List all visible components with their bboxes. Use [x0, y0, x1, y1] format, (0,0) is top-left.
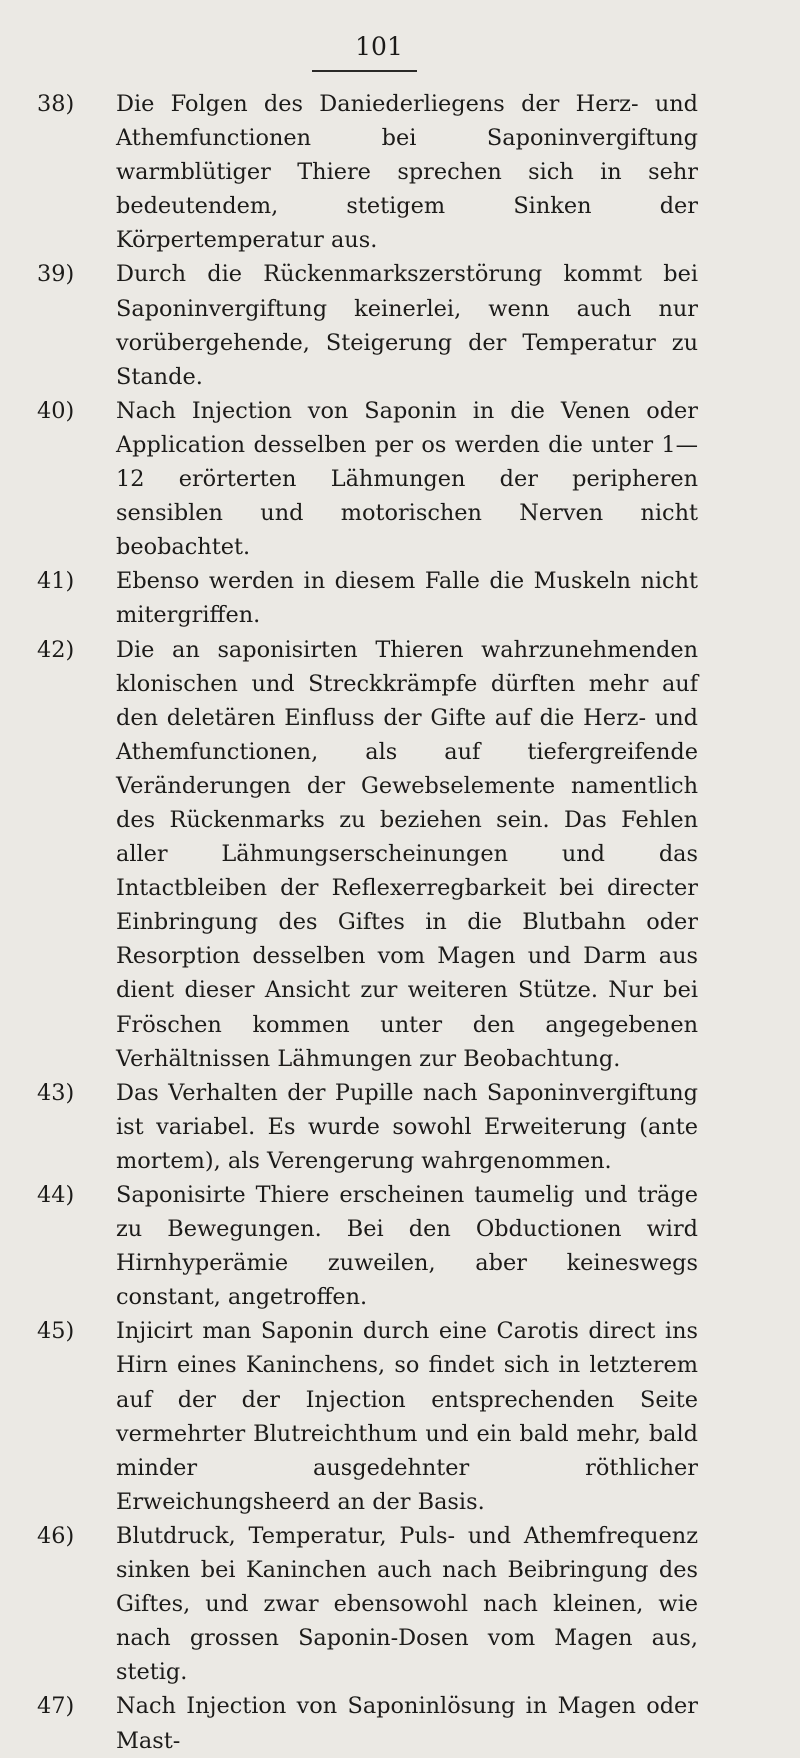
entry-42 [0, 633, 698, 1076]
entry-number: 46) [37, 1522, 75, 1549]
entry-number: 42) [37, 636, 75, 663]
entry-41 [0, 564, 698, 632]
entry-47 [0, 1689, 698, 1757]
entry-text: Die an saponisirten Thieren wahrzunehmenden klonischen und Streckkrämpfe dürften mehr auf den deletären Einfluss der Gifte auf die Herz- und Athemfunctionen, als auf tiefergreifende Veränderungen der Gewebselemente namentlich des Rückenmarks zu beziehen sein. Das Fehlen aller Lähmungserscheinungen und das Intactbleiben der Reflexerregbarkeit bei directer Einbringung des Giftes in die Blutbahn oder Resorption desselben vom Magen und Darm aus dient dieser Ansicht zur weiteren Stütze. Nur bei Fröschen kommen unter den angegebenen Verhältnissen Lähmungen zur Beobachtung. [116, 636, 698, 1072]
entry-number: 47) [37, 1693, 75, 1720]
header-rule [312, 70, 417, 72]
entry-text: Das Verhalten der Pupille nach Saponinvergiftung ist variabel. Es wurde sowohl Erweiterung (ante mortem), als Verengerung wahrgenommen. [116, 1079, 698, 1174]
entry-text: Saponisirte Thiere erscheinen taumelig und träge zu Bewegungen. Bei den Obductionen wird Hirnhyperämie zuweilen, aber keineswegs constant, angetroffen. [116, 1182, 698, 1311]
entry-text: Ebenso werden in diesem Falle die Muskeln nicht mitergriffen. [116, 568, 698, 629]
entry-text: Durch die Rückenmarkszerstörung kommt bei Saponinvergiftung keinerlei, wenn auch nur vorübergehende, Steigerung der Temperatur zu Stande. [116, 261, 698, 390]
entry-text: Blutdruck, Temperatur, Puls- und Athemfrequenz sinken bei Kaninchen auch nach Beibringung des Giftes, und zwar ebensowohl nach kleinen, wie nach grossen Saponin-Dosen vom Magen aus, stetig. [116, 1522, 698, 1686]
entry-number: 41) [37, 568, 75, 595]
entry-text: Nach Injection von Saponinlösung in Magen oder Mast- [116, 1693, 698, 1754]
entry-46 [0, 1519, 698, 1689]
entry-text: Nach Injection von Saponin in die Venen oder Application desselben per os werden die unter 1—12 erörterten Lähmungen der peripheren sensiblen und motorischen Nerven nicht beobachtet. [116, 397, 698, 561]
entry-43 [0, 1076, 698, 1178]
numbered-entries [0, 87, 800, 1758]
entry-45 [0, 1314, 698, 1519]
entry-44 [0, 1178, 698, 1314]
entry-40 [0, 394, 698, 564]
entry-text: Die Folgen des Daniederliegens der Herz- und Athemfunctionen bei Saponinvergiftung warmblütiger Thiere sprechen sich in sehr bedeutendem, stetigem Sinken der Körpertemperatur aus. [116, 91, 698, 254]
entry-number: 44) [37, 1182, 75, 1208]
entry-38 [0, 87, 698, 257]
entry-number: 40) [37, 397, 75, 424]
page-number: 101 [355, 32, 403, 61]
entry-number: 39) [37, 261, 75, 288]
entry-number: 38) [37, 91, 75, 117]
entry-39 [0, 257, 698, 393]
entry-text: Injicirt man Saponin durch eine Carotis direct ins Hirn eines Kaninchens, so findet sich in letzterem auf der der Injection entsprechenden Seite vermehrter Blutreichthum und ein bald mehr, bald minder ausgedehnter röthlicher Erweichungsheerd an der Basis. [116, 1318, 698, 1515]
entry-number: 43) [37, 1079, 75, 1106]
entry-number: 45) [37, 1318, 75, 1345]
